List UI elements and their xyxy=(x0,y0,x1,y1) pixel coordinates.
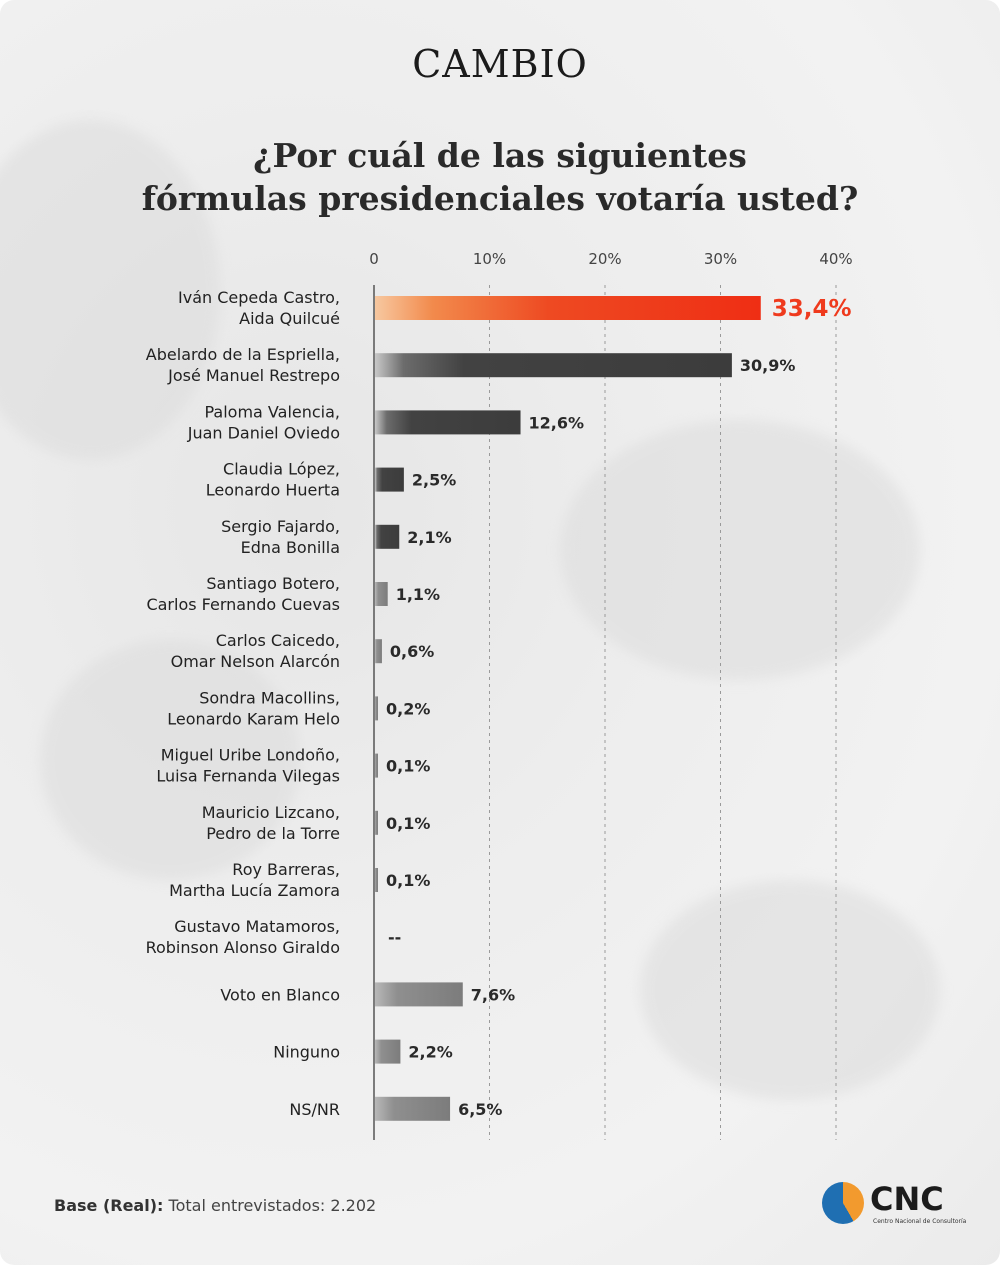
value-label: 0,1% xyxy=(386,813,431,833)
value-label: 0,6% xyxy=(389,642,435,662)
category-label: Mauricio Lizcano, Pedro de la Torre xyxy=(201,802,340,843)
bar xyxy=(375,639,382,663)
category-label: Abelardo de la Espriella, José Manuel Restrepo xyxy=(145,345,340,386)
brand-logo: CAMBIO xyxy=(412,42,588,86)
value-label: 1,1% xyxy=(395,585,441,604)
x-tick-label: 40% xyxy=(819,250,853,268)
base-footnote xyxy=(54,1196,376,1215)
bar xyxy=(375,410,521,434)
value-label: 33,4% xyxy=(771,296,852,322)
category-label: Roy Barreras, Martha Lucía Zamora xyxy=(169,860,340,900)
x-tick-label: 20% xyxy=(588,250,622,268)
value-label: 2,5% xyxy=(411,470,457,490)
category-label: Gustavo Matamoros, Robinson Alonso Giraldo xyxy=(145,917,340,958)
category-label: Claudia López, Leonardo Huerta xyxy=(205,459,340,500)
category-label: Iván Cepeda Castro, Aida Quilcué xyxy=(178,288,340,328)
value-label: 12,6% xyxy=(528,413,585,433)
value-label: 0,2% xyxy=(386,699,431,719)
bar xyxy=(375,811,378,835)
bar xyxy=(375,1040,400,1064)
category-label: Santiago Botero, Carlos Fernando Cuevas xyxy=(146,574,340,614)
value-label: 6,5% xyxy=(458,1099,503,1119)
cnc-logo xyxy=(822,1180,967,1230)
value-label: 2,2% xyxy=(408,1042,453,1062)
cnc-emblem-icon xyxy=(822,1182,864,1224)
bar xyxy=(375,754,378,778)
bar xyxy=(375,868,378,892)
bar xyxy=(375,1097,450,1121)
footnote-label: Base (Real): xyxy=(54,1196,164,1215)
bar xyxy=(375,982,463,1006)
x-tick-label: 10% xyxy=(472,250,507,268)
bar xyxy=(375,353,732,377)
value-label: -- xyxy=(388,928,402,948)
footnote-text: Total entrevistados: 2.202 xyxy=(168,1196,377,1215)
value-label: 0,1% xyxy=(386,871,431,890)
category-label: Ninguno xyxy=(273,1042,340,1062)
bar xyxy=(375,696,378,720)
title-line-2: fórmulas presidenciales votaría usted? xyxy=(141,179,859,218)
value-label: 30,9% xyxy=(739,356,796,376)
value-label: 7,6% xyxy=(470,985,516,1005)
title-line-1: ¿Por cuál de las siguientes xyxy=(253,136,747,175)
x-tick-label: 30% xyxy=(703,250,738,268)
bar xyxy=(375,582,388,606)
category-label: NS/NR xyxy=(289,1099,340,1119)
category-label: Sondra Macollins, Leonardo Karam Helo xyxy=(167,688,340,729)
value-label: 0,1% xyxy=(386,756,431,776)
category-label: Miguel Uribe Londoño, Luisa Fernanda Vilegas xyxy=(156,745,340,786)
category-label: Voto en Blanco xyxy=(220,985,340,1005)
bar xyxy=(375,468,404,492)
category-label: Carlos Caicedo, Omar Nelson Alarcón xyxy=(170,631,340,672)
category-label: Sergio Fajardo, Edna Bonilla xyxy=(221,516,340,557)
cnc-logo-subtitle: Centro Nacional de Consultoría xyxy=(873,1218,967,1225)
cnc-logo-text: CNC xyxy=(870,1180,944,1218)
category-label: Paloma Valencia, Juan Daniel Oviedo xyxy=(187,402,340,443)
value-label: 2,1% xyxy=(407,527,452,547)
bar xyxy=(375,296,761,320)
bar xyxy=(375,525,399,549)
x-tick-label: 0 xyxy=(369,250,379,268)
